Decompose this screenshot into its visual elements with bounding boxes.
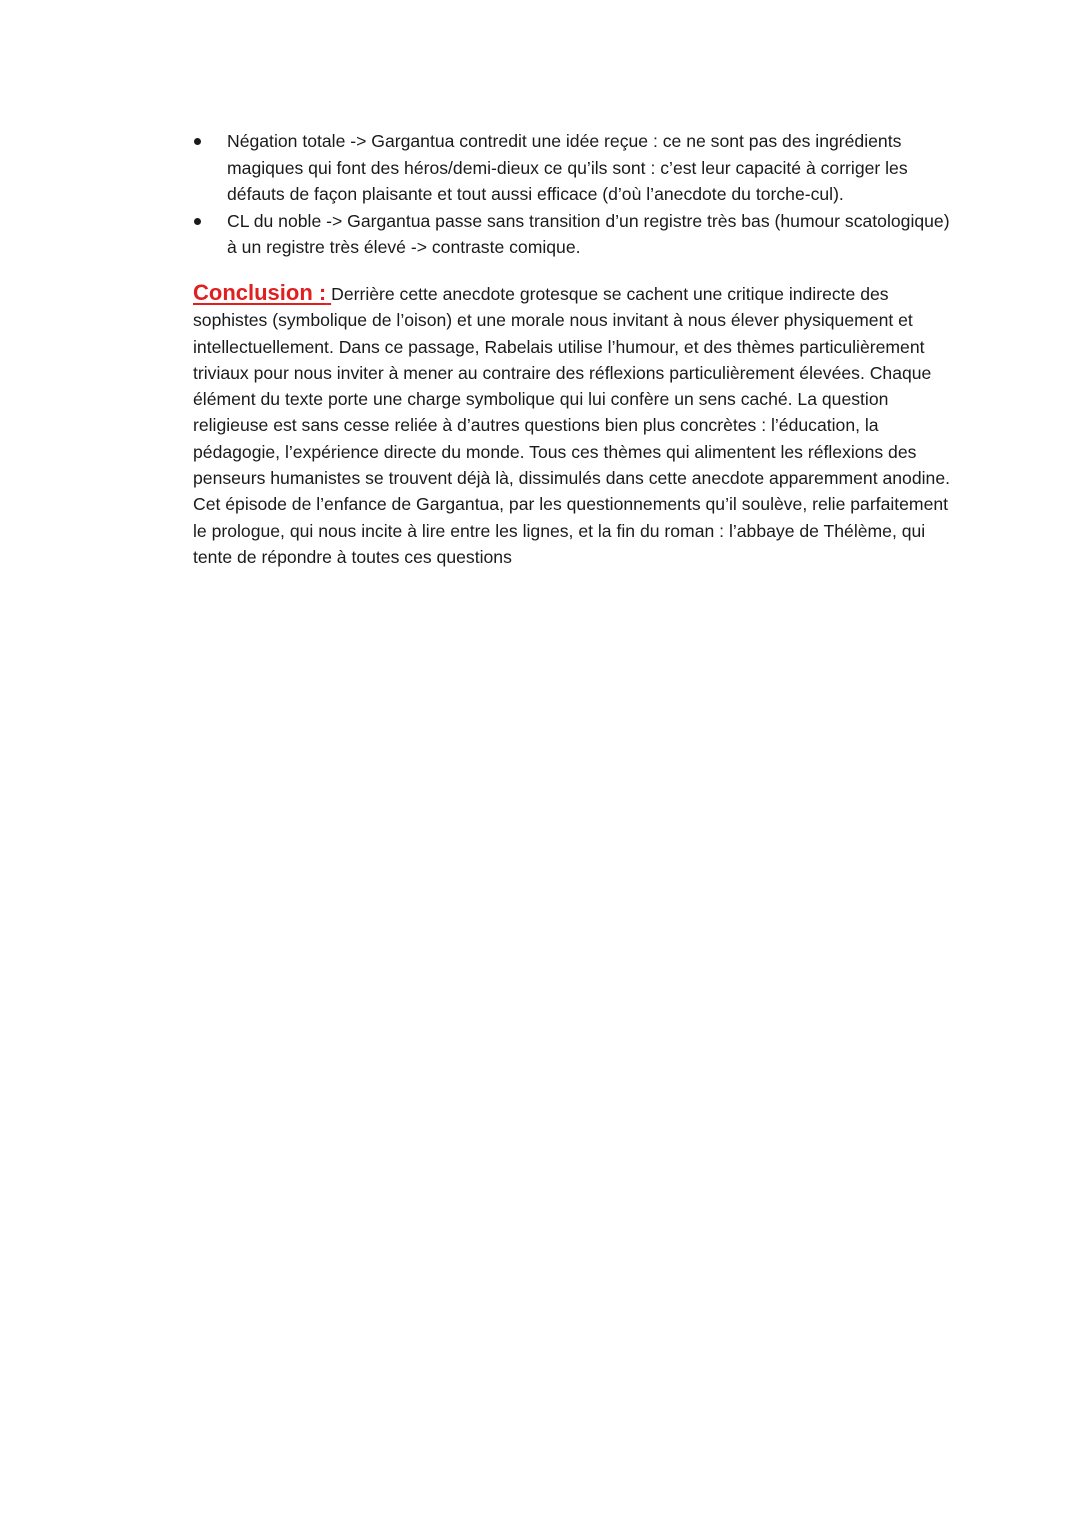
list-item [193, 208, 953, 261]
bullet-text: CL du noble -> Gargantua passe sans transition d’un registre très bas (humour scatologique) à un registre très élevé -> contraste comique. [227, 210, 950, 257]
list-item [193, 128, 953, 208]
bullet-icon [194, 138, 201, 145]
bullet-text: Négation totale -> Gargantua contredit une idée reçue : ce ne sont pas des ingrédients magiques qui font des héros/demi-dieux ce qu’ils sont : c’est leur capacité à corriger les défauts de façon plaisante et tout aussi efficace (d’où l’anecdote du torche-cul). [227, 131, 908, 204]
conclusion-body: Derrière cette anecdote grotesque se cachent une critique indirecte des sophistes (symbolique de l’oison) et une morale nous invitant à nous élever physiquement et intellectuellement. Dans ce passage, Rabelais utilise l’humour, et des thèmes particulièrement triviaux pour nous inviter à mener au contraire des réflexions particulièrement élevées. Chaque élément du texte porte une charge symbolique qui lui confère un sens caché. La question religieuse est sans cesse reliée à d’autres questions bien plus concrètes : l’éducation, la pédagogie, l’expérience directe du monde. Tous ces thèmes qui alimentent les réflexions des penseurs humanistes se trouvent déjà là, dissimulés dans cette anecdote apparemment anodine. Cet épisode de l’enfance de Gargantua, par les questionnements qu’il soulève, relie parfaitement le prologue, qui nous incite à lire entre les lignes, et la fin du roman : l’abbaye de Thélème, qui tente de répondre à toutes ces questions [193, 284, 950, 567]
conclusion-heading: Conclusion : [193, 280, 327, 305]
bullet-icon [194, 218, 201, 225]
conclusion-paragraph [193, 280, 953, 570]
bullet-list [193, 128, 953, 261]
